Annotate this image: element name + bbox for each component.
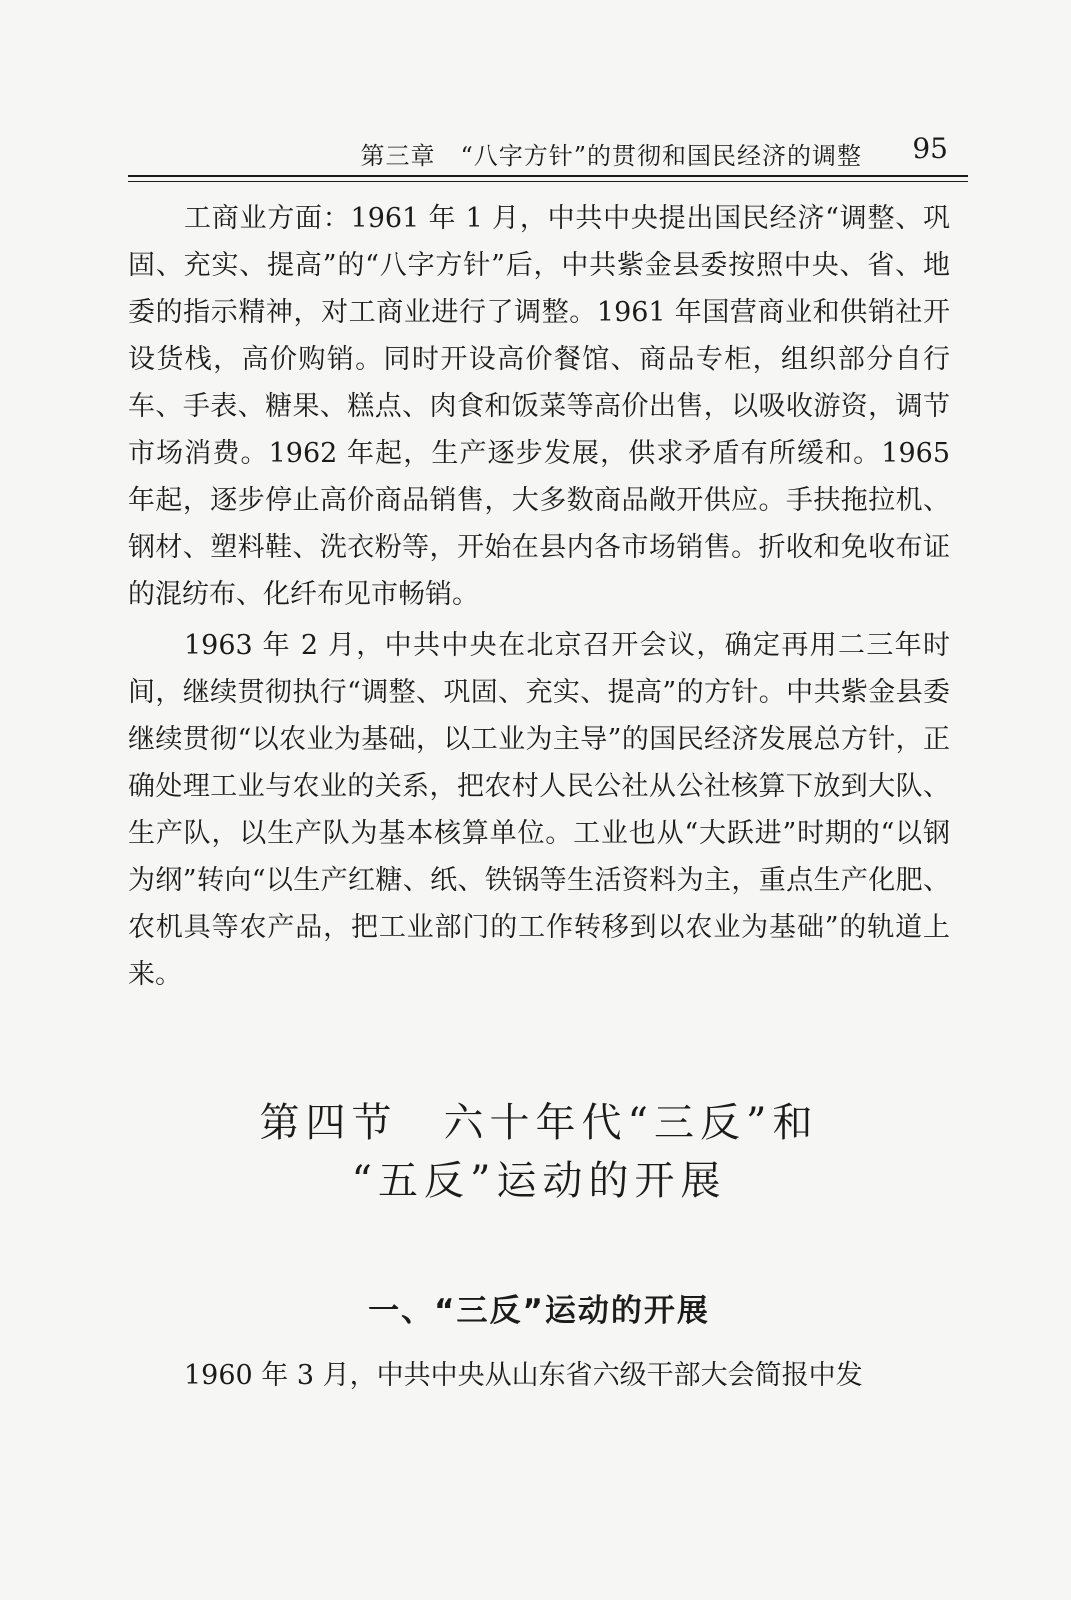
subsection-title: 一、“三反”运动的开展 xyxy=(368,1293,710,1329)
body-text xyxy=(128,195,950,998)
header-rule-thick xyxy=(128,175,968,177)
paragraph-1963-meeting: 1963 年 2 月，中共中央在北京召开会议，确定再用二三年时间，继续贯彻执行“调整、巩固、充实、提高”的方针。中共紫金县委继续贯彻“以农业为基础，以工业为主导”的国民经济发展总方针，正确处理工业与农业的关系，把农村人民公社从公社核算下放到大队、生产队，以生产队为基本核算单位。工业也从“大跃进”时期的“以钢为纲”转向“以生产红糖、纸、铁锅等生活资料为主，重点生产化肥、农机具等农产品，把工业部门的工作转移到以农业为基础”的轨道上来。 xyxy=(128,630,950,990)
running-header xyxy=(128,130,950,170)
paragraph-1960-start: 1960 年 3 月，中共中央从山东省六级干部大会简报中发 xyxy=(184,1360,863,1391)
section-title-line-1: 第四节 六十年代“三反”和 xyxy=(259,1100,819,1146)
section-title-line-2: “五反”运动的开展 xyxy=(351,1158,727,1204)
paragraph-industry-commerce: 工商业方面：1961 年 1 月，中共中央提出国民经济“调整、巩固、充实、提高”的“八字方针”后，中共紫金县委按照中央、省、地委的指示精神，对工商业进行了调整。1961 年国营商业和供销社开设货栈，高价购销。同时开设高价餐馆、商品专柜，组织部分自行车、手表、糖果、糕点、肉食和饭菜等高价出售，以吸收游资，调节市场消费。1962 年起，生产逐步发展，供求矛盾有所缓和。1965 年起，逐步停止高价商品销售，大多数商品敞开供应。手扶拖拉机、钢材、塑料鞋、洗衣粉等，开始在县内各市场销售。折收和免收布证的混纺布、化纤布见市畅销。 xyxy=(128,203,950,610)
page-number: 95 xyxy=(912,132,948,165)
section-title xyxy=(128,1094,950,1210)
chapter-title: 第三章 “八字方针”的贯彻和国民经济的调整 xyxy=(360,142,862,170)
header-rule-thin xyxy=(128,181,968,182)
